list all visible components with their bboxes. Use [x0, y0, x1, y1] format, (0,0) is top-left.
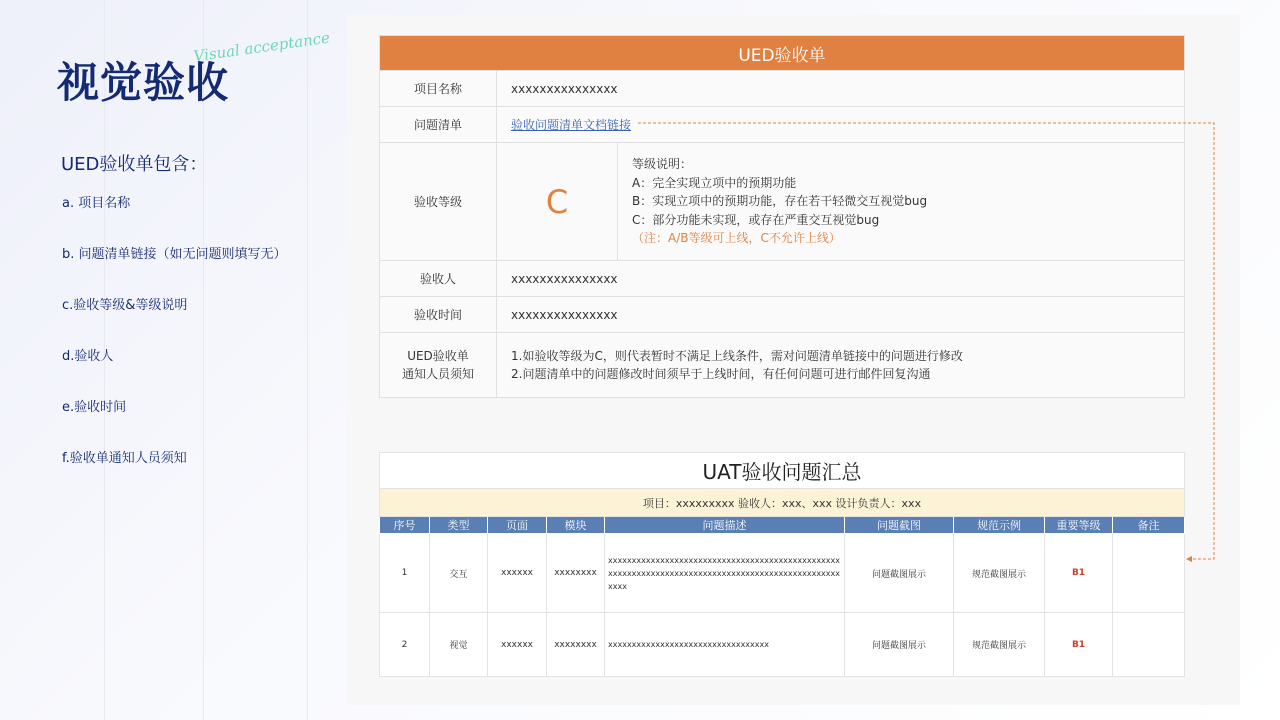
contents-item: c.验收等级&等级说明: [62, 298, 188, 313]
column-header: 问题截图: [845, 517, 954, 534]
time-value: xxxxxxxxxxxxxxx: [497, 297, 1185, 333]
ued-form-title: UED验收单: [380, 36, 1185, 71]
grade-note: A：完全实现立项中的预期功能: [632, 175, 797, 190]
notice-label-line: UED验收单: [407, 349, 469, 363]
table-cell: 视觉: [430, 613, 488, 677]
grade-label: 验收等级: [380, 143, 497, 261]
table-cell: 1: [380, 534, 430, 613]
issues-link[interactable]: 验收问题清单文档链接: [511, 118, 632, 132]
table-cell: 问题截图展示: [845, 613, 954, 677]
time-label: 验收时间: [380, 297, 497, 333]
column-header: 规范示例: [954, 517, 1045, 534]
page-title: 视觉验收: [57, 58, 230, 107]
notice-line: 2.问题清单中的问题修改时间须早于上线时间，有任何问题可进行邮件回复沟通: [511, 367, 931, 381]
table-cell: xxxxxx: [488, 534, 547, 613]
table-cell: xxxxxxxxxxxxxxxxxxxxxxxxxxxxxxxxxxxxxxxxxxxxxxxxxxxxxxxxxxxxxxxxxxxxxxxxxxxxxxxxxxxxxxxxxxxxxxxxxxxxxx: [605, 534, 845, 613]
column-header: 模块: [547, 517, 605, 534]
column-header: 序号: [380, 517, 430, 534]
column-header: 类型: [430, 517, 488, 534]
grade-note: 等级说明：: [632, 157, 693, 172]
contents-item: f.验收单通知人员须知: [62, 451, 187, 466]
column-header: 备注: [1113, 517, 1185, 534]
project-label: 项目名称: [380, 71, 497, 107]
grade-value: C: [497, 143, 618, 261]
grade-note: B：实现立项中的预期功能，存在若干轻微交互视觉bug: [632, 194, 928, 209]
grade-note: C：部分功能未实现，或存在严重交互视觉bug: [632, 212, 880, 227]
acceptor-label: 验收人: [380, 261, 497, 297]
table-cell: 问题截图展示: [845, 534, 954, 613]
table-cell: 规范截图展示: [954, 613, 1045, 677]
acceptor-value: xxxxxxxxxxxxxxx: [497, 261, 1185, 297]
table-cell: xxxxxxxx: [547, 613, 605, 677]
column-header: 重要等级: [1045, 517, 1113, 534]
table-cell: 规范截图展示: [954, 534, 1045, 613]
contents-item: b. 问题清单链接（如无问题则填写无）: [62, 247, 287, 262]
notice-line: 1.如验收等级为C，则代表暂时不满足上线条件，需对问题清单链接中的问题进行修改: [511, 349, 963, 363]
uat-info: 项目：xxxxxxxxx 验收人：xxx、xxx 设计负责人：xxx: [380, 489, 1185, 517]
table-cell: B1: [1045, 613, 1113, 677]
table-cell: xxxxxxxxxxxxxxxxxxxxxxxxxxxxxxxxxx: [605, 613, 845, 677]
contents-heading: UED验收单包含：: [61, 154, 208, 175]
table-cell: 交互: [430, 534, 488, 613]
table-cell: B1: [1045, 534, 1113, 613]
project-value: xxxxxxxxxxxxxxx: [497, 71, 1185, 107]
contents-item: e.验收时间: [62, 400, 127, 415]
notice-label-line: 通知人员须知: [401, 367, 474, 381]
uat-title: UAT验收问题汇总: [380, 453, 1185, 489]
column-header: 问题描述: [605, 517, 845, 534]
issues-label: 问题清单: [380, 107, 497, 143]
contents-item: d.验收人: [62, 349, 114, 364]
table-cell: 2: [380, 613, 430, 677]
contents-item: a. 项目名称: [62, 196, 131, 211]
column-header: 页面: [488, 517, 547, 534]
subtitle-script: Visual acceptance: [192, 28, 331, 66]
table-cell: xxxxxxxx: [547, 534, 605, 613]
grade-note-highlight: （注：A/B等级可上线，C不允许上线）: [632, 231, 841, 246]
table-cell: xxxxxx: [488, 613, 547, 677]
